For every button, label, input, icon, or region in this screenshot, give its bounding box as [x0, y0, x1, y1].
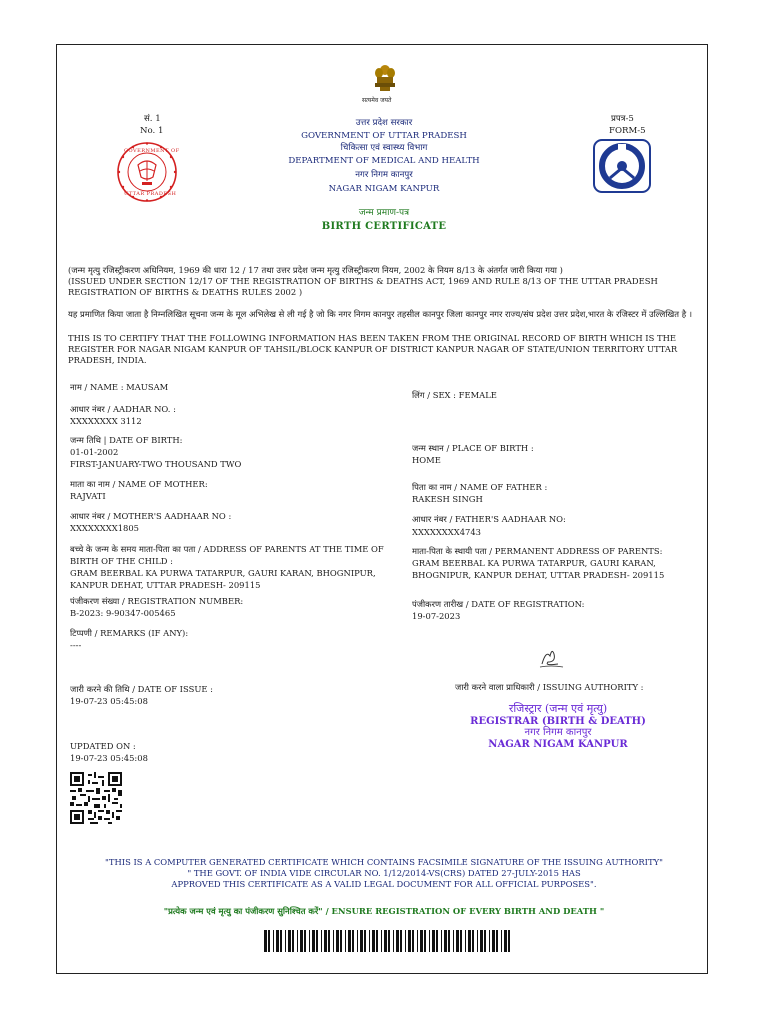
- header-line-4: DEPARTMENT OF MEDICAL AND HEALTH: [288, 156, 480, 166]
- field-reg-no-value: B-2023: 9-90347-005465: [70, 608, 176, 618]
- intro-p2-english: THIS IS TO CERTIFY THAT THE FOLLOWING INFORMATION HAS BEEN TAKEN FROM THE ORIGINAL RECORD OF BIRTH WHICH IS THE REGISTER FOR NAGAR NIGAM KANPUR OF TAHSIL/BLOCK KANPUR OF DISTRICT KANPUR NAGAR OF STATE/UNION TERRITORY UTTAR PRADESH, INDIA.: [68, 333, 678, 365]
- footer-note-1: "THIS IS A COMPUTER GENERATED CERTIFICATE WHICH CONTAINS FACSIMILE SIGNATURE OF THE ISSUING AUTHORITY": [105, 857, 663, 867]
- field-father-aadhaar-value: XXXXXXXX4743: [412, 527, 482, 537]
- intro-p2-hindi: यह प्रमाणित किया जाता है निम्नलिखित सूचना जन्म के मूल अभिलेख से ली गई है जो कि नगर निगम कानपुर तहसील कानपुर जिला कानपुर नगर राज्य/संघ प्रदेश उत्तर प्रदेश,भारत के रजिस्टर में उल्लिखित है ।: [68, 309, 693, 319]
- field-aadhar-value: XXXXXXXX 3112: [70, 416, 142, 426]
- stamp-line-3: नगर निगम कानपुर: [524, 727, 592, 738]
- stamp-line-2: REGISTRAR (BIRTH & DEATH): [470, 716, 646, 727]
- field-reg-date-value: 19-07-2023: [412, 611, 461, 621]
- footer-note-3: APPROVED THIS CERTIFICATE AS A VALID LEGAL DOCUMENT FOR ALL OFFICIAL PURPOSES".: [171, 879, 597, 889]
- header-line-2: GOVERNMENT OF UTTAR PRADESH: [301, 131, 467, 141]
- footer-slogan-hindi: "प्रत्येक जन्म एवं मृत्यु का पंजीकरण सुनिश्चित करें": [163, 906, 323, 916]
- field-updated-label: UPDATED ON :: [70, 741, 136, 751]
- field-dob-value: 01-01-2002: [70, 447, 119, 457]
- stamp-line-1: रजिस्ट्रार (जन्म एवं मृत्यु): [508, 702, 608, 715]
- intro-p1-hindi: (जन्म मृत्यु रजिस्ट्रीकरण अधिनियम, 1969 की धारा 12 / 17 तथा उत्तर प्रदेश जन्म मृत्यु रजिस्ट्रीकरण नियम, 2002 के नियम 8/13 के अंतर्गत जारी किया गया ): [68, 265, 563, 275]
- field-issue-date-label: जारी करने की तिथि / DATE OF ISSUE :: [70, 684, 213, 694]
- field-name: नाम / NAME : MAUSAM: [70, 382, 169, 392]
- field-address-perm-value-2: BHOGNIPUR, KANPUR DEHAT, UTTAR PRADESH- 209115: [412, 570, 665, 580]
- field-pob-value: HOME: [412, 455, 441, 465]
- field-remarks-label: टिप्पणी / REMARKS (IF ANY):: [70, 628, 189, 638]
- field-updated-value: 19-07-23 05:45:08: [70, 753, 148, 763]
- field-mother-value: RAJVATI: [70, 491, 106, 501]
- header-line-3: चिकित्सा एवं स्वास्थ्य विभाग: [340, 143, 428, 153]
- field-remarks-value: ----: [70, 640, 82, 650]
- field-dob-label: जन्म तिथि | DATE OF BIRTH:: [70, 435, 183, 445]
- seal-text-bottom: UTTAR PRADESH: [124, 191, 177, 197]
- field-pob-label: जन्म स्थान / PLACE OF BIRTH :: [412, 443, 534, 453]
- emblem-motto: सत्यमेव जयते: [362, 97, 392, 104]
- form-no-hindi: प्रपत्र-5: [611, 114, 634, 124]
- national-emblem-icon: [372, 64, 398, 94]
- field-address-birth-value-2: KANPUR DEHAT, UTTAR PRADESH- 209115: [70, 580, 261, 590]
- serial-no-hindi: सं. 1: [144, 114, 161, 124]
- signature-icon: [536, 644, 566, 670]
- field-authority-label: जारी करने वाला प्राधिकारी / ISSUING AUTHORITY :: [455, 682, 644, 692]
- stamp-line-4: NAGAR NIGAM KANPUR: [488, 739, 628, 750]
- page-title: BIRTH CERTIFICATE: [321, 221, 447, 232]
- field-mother-label: माता का नाम / NAME OF MOTHER:: [70, 479, 208, 489]
- field-father-label: पिता का नाम / NAME OF FATHER :: [412, 482, 548, 492]
- field-mother-aadhaar-value: XXXXXXXX1805: [70, 523, 140, 533]
- footer-slogan: [0, 906, 768, 917]
- field-address-perm-label: माता-पिता के स्थायी पता / PERMANENT ADDRESS OF PARENTS:: [412, 546, 663, 556]
- serial-no-english: No. 1: [140, 126, 164, 136]
- field-father-value: RAKESH SINGH: [412, 494, 483, 504]
- field-dob-words: FIRST-JANUARY-TWO THOUSAND TWO: [70, 459, 242, 469]
- field-issue-date-value: 19-07-23 05:45:08: [70, 696, 148, 706]
- field-address-birth-label-2: BIRTH OF THE CHILD :: [70, 556, 173, 566]
- intro-p1-english: (ISSUED UNDER SECTION 12/17 OF THE REGISTRATION OF BIRTHS & DEATHS ACT, 1969 AND RULE 8/13 OF THE UTTAR PRADESH REGISTRATION OF BIRTHS & DEATHS RULES 2002 ): [68, 276, 658, 297]
- header-line-5: नगर निगम कानपुर: [355, 170, 413, 180]
- qr-code-icon: [70, 772, 122, 824]
- field-sex: लिंग / SEX : FEMALE: [412, 390, 497, 400]
- title-hindi: जन्म प्रमाण-पत्र: [358, 208, 410, 218]
- form-no-english: FORM-5: [609, 126, 646, 136]
- header-line-1: उत्तर प्रदेश सरकार: [355, 118, 413, 128]
- field-address-birth-value-1: GRAM BEERBAL KA PURWA TATARPUR, GAURI KARAN, BHOGNIPUR,: [70, 568, 376, 578]
- registration-logo-icon: [592, 138, 652, 194]
- field-address-birth-label-1: बच्चे के जन्म के समय माता-पिता का पता / ADDRESS OF PARENTS AT THE TIME OF: [70, 544, 384, 554]
- field-address-perm-value-1: GRAM BEERBAL KA PURWA TATARPUR, GAURI KARAN,: [412, 558, 656, 568]
- field-reg-date-label: पंजीकरण तारीख / DATE OF REGISTRATION:: [412, 599, 585, 609]
- field-father-aadhaar-label: आधार नंबर / FATHER'S AADHAAR NO:: [412, 514, 566, 524]
- footer-note-2: " THE GOVT. OF INDIA VIDE CIRCULAR NO. 1/12/2014-VS(CRS) DATED 27-JULY-2015 HAS: [187, 868, 581, 878]
- barcode-icon: [264, 930, 512, 952]
- field-mother-aadhaar-label: आधार नंबर / MOTHER'S AADHAAR NO :: [70, 511, 232, 521]
- field-reg-no-label: पंजीकरण संख्या / REGISTRATION NUMBER:: [70, 596, 244, 606]
- seal-text-top: GOVERNMENT OF: [124, 148, 180, 154]
- footer-slogan-english: / ENSURE REGISTRATION OF EVERY BIRTH AND DEATH ": [322, 906, 605, 916]
- header-line-6: NAGAR NIGAM KANPUR: [328, 184, 440, 194]
- field-aadhar-label: आधार नंबर / AADHAR NO. :: [70, 404, 176, 414]
